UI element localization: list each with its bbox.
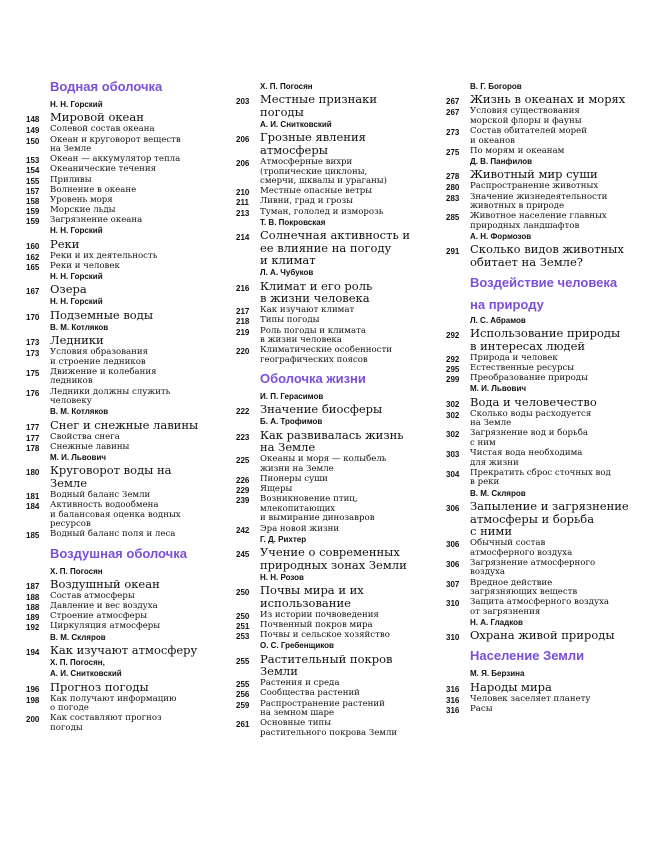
author-name: В. М. Скляров bbox=[470, 488, 526, 498]
entry-title: в интересах людей bbox=[470, 338, 586, 353]
entry-title: Животное население главных bbox=[470, 211, 607, 222]
entry-title: Круговорот воды на bbox=[50, 463, 172, 478]
page-number: 214 bbox=[236, 233, 250, 243]
author-name: В. М. Котляков bbox=[50, 322, 109, 332]
entry-title: Сообщества растений bbox=[260, 688, 360, 699]
page-number: 178 bbox=[26, 443, 40, 453]
author-name: М. Я. Берзина bbox=[470, 669, 525, 679]
section-heading: на природу bbox=[470, 296, 544, 312]
page-number: 250 bbox=[236, 611, 250, 621]
entry-title: Состав атмосферы bbox=[50, 590, 135, 601]
entry-title: Как развивалась жизнь bbox=[260, 427, 404, 442]
page-number: 239 bbox=[236, 496, 250, 506]
page-number: 250 bbox=[236, 588, 250, 598]
page-number: 299 bbox=[446, 375, 460, 385]
entry-title: Вредное действие bbox=[470, 577, 553, 588]
entry-title: Сколько воды расходуется bbox=[470, 408, 592, 419]
page-number: 273 bbox=[446, 128, 460, 138]
page-number: 218 bbox=[236, 317, 250, 327]
entry-title: и океанов bbox=[470, 135, 515, 146]
page-number: 210 bbox=[236, 188, 250, 198]
entry-title: атмосферы bbox=[260, 142, 328, 157]
page-number: 256 bbox=[236, 690, 250, 700]
page-number: 278 bbox=[446, 172, 460, 182]
entry-title: о погоде bbox=[50, 703, 89, 714]
page-number: 302 bbox=[446, 399, 460, 409]
entry-title: Ящеры bbox=[260, 484, 293, 495]
entry-title: природных ландшафтов bbox=[470, 220, 580, 231]
author-name: И. П. Герасимов bbox=[260, 392, 324, 401]
entry-title: на земном шаре bbox=[260, 708, 335, 719]
entry-title: Как изучают атмосферу bbox=[50, 642, 198, 657]
entry-title: Запыление и загрязнение bbox=[470, 498, 629, 513]
page-number: 155 bbox=[26, 176, 40, 186]
page-number: 184 bbox=[26, 502, 40, 512]
page-number: 194 bbox=[26, 647, 40, 657]
section-heading: Водная оболочка bbox=[50, 79, 163, 94]
page-number: 223 bbox=[236, 432, 250, 442]
page-number: 304 bbox=[446, 469, 460, 479]
page-number: 220 bbox=[236, 347, 250, 357]
entry-title: Растения и среда bbox=[260, 678, 340, 689]
page-number: 148 bbox=[26, 115, 40, 125]
page-number: 285 bbox=[446, 213, 460, 223]
entry-title: Природа и человек bbox=[470, 352, 558, 363]
entry-title: Океан и круговорот веществ bbox=[50, 134, 181, 145]
entry-title: Как изучают климат bbox=[260, 305, 355, 316]
entry-title: Из истории почвоведения bbox=[260, 609, 379, 620]
page-number: 292 bbox=[446, 331, 460, 341]
entry-title: для жизни bbox=[470, 457, 519, 468]
entry-title: Загрязнение океана bbox=[50, 215, 143, 226]
entry-title: Условия существования bbox=[470, 106, 580, 117]
entry-title: Распространение растений bbox=[260, 698, 385, 709]
entry-title: (тропические циклоны, bbox=[260, 166, 368, 177]
page-number: 242 bbox=[236, 525, 250, 535]
entry-title: Возникновение птиц, bbox=[260, 494, 358, 505]
entry-title: Роль погоды и климата bbox=[260, 325, 366, 336]
author-name: М. И. Львович bbox=[50, 453, 107, 462]
entry-title: Строение атмосферы bbox=[50, 611, 148, 622]
author-name: Х. П. Погосян bbox=[260, 82, 313, 91]
author-name: Л. С. Абрамов bbox=[470, 315, 526, 325]
entry-title: Обычный состав bbox=[470, 538, 546, 549]
author-name: Л. А. Чубуков bbox=[260, 268, 314, 278]
entry-title: Океаны и моря — колыбель bbox=[260, 454, 387, 465]
entry-title: Растительный покров bbox=[260, 651, 393, 666]
page-number: 253 bbox=[236, 632, 250, 642]
page-number: 310 bbox=[446, 633, 460, 643]
page-number: 302 bbox=[446, 430, 460, 440]
page-number: 154 bbox=[26, 166, 40, 176]
entry-title: загрязняющих веществ bbox=[470, 587, 578, 598]
page-number: 280 bbox=[446, 183, 460, 193]
entry-title: Почвы мира и их bbox=[260, 583, 364, 598]
entry-title: Волнение в океане bbox=[50, 184, 137, 195]
entry-title: По морям и океанам bbox=[470, 145, 565, 156]
author-name: А. И. Снитковский bbox=[260, 120, 332, 129]
author-name: А. И. Снитковский bbox=[50, 669, 122, 679]
page-number: 303 bbox=[446, 450, 460, 460]
entry-title: Свойства снега bbox=[50, 431, 120, 442]
entry-title: Защита атмосферного воздуха bbox=[470, 597, 609, 608]
entry-title: погоды bbox=[50, 722, 83, 733]
entry-title: Активность водообмена bbox=[50, 500, 159, 511]
entry-title: животных в природе bbox=[470, 201, 565, 212]
page-number: 159 bbox=[26, 207, 40, 216]
entry-title: Основные типы bbox=[260, 718, 332, 729]
author-name: Н. Н. Горский bbox=[50, 272, 103, 281]
entry-title: Солевой состав океана bbox=[50, 124, 155, 135]
author-name: Б. А. Трофимов bbox=[260, 417, 323, 427]
page-number: 177 bbox=[26, 422, 40, 432]
entry-title: Загрязнение атмосферного bbox=[470, 557, 596, 568]
entry-title: в жизни человека bbox=[260, 335, 342, 346]
page-number: 149 bbox=[26, 126, 40, 136]
author-name: В. М. Скляров bbox=[50, 632, 106, 642]
entry-title: Народы мира bbox=[470, 679, 552, 694]
page-number: 251 bbox=[236, 621, 250, 631]
entry-title: Преобразование природы bbox=[470, 373, 588, 384]
page-number: 261 bbox=[236, 720, 250, 730]
entry-title: Чистая вода необходима bbox=[470, 448, 583, 459]
entry-title: Климат и его роль bbox=[260, 278, 373, 293]
page-number: 291 bbox=[446, 247, 460, 257]
entry-title: Животный мир суши bbox=[470, 167, 598, 182]
entry-title: Мировой океан bbox=[50, 110, 144, 125]
entry-title: Естественные ресурсы bbox=[470, 363, 575, 374]
entry-title: Снежные лавины bbox=[50, 441, 130, 452]
page-number: 187 bbox=[26, 581, 40, 591]
author-name: Х. П. Погосян, bbox=[50, 657, 105, 667]
page-number: 170 bbox=[26, 312, 40, 322]
author-name: Т. В. Покровская bbox=[260, 217, 326, 227]
page-number: 275 bbox=[446, 147, 460, 157]
author-name: Н. А. Гладков bbox=[470, 617, 523, 627]
page-number: 198 bbox=[26, 695, 40, 705]
entry-title: Как получают информацию bbox=[50, 693, 177, 704]
entry-title: Прекратить сброс сточных вод bbox=[470, 467, 611, 478]
entry-title: Значение жизнедеятельности bbox=[470, 191, 608, 202]
author-name: Н. Н. Горский bbox=[50, 226, 103, 236]
page-number: 219 bbox=[236, 327, 250, 337]
entry-title: Состав обитателей морей bbox=[470, 126, 587, 137]
page-number: 255 bbox=[236, 680, 250, 690]
entry-title: ее влияние на погоду bbox=[260, 240, 392, 255]
page-number: 211 bbox=[236, 198, 249, 208]
entry-title: Морские льды bbox=[50, 205, 116, 215]
entry-title: Жизнь в океанах и морях bbox=[470, 92, 626, 107]
entry-title: Типы погоды bbox=[260, 315, 320, 326]
entry-title: Загрязнение вод и борьба bbox=[470, 428, 588, 439]
page-number: 206 bbox=[236, 135, 250, 145]
page-number: 188 bbox=[26, 603, 40, 613]
entry-title: Учение о современных bbox=[260, 545, 400, 560]
page-number: 267 bbox=[446, 97, 460, 107]
page-number: 165 bbox=[26, 262, 40, 272]
entry-title: Местные признаки bbox=[260, 92, 377, 107]
entry-title: Человек заселяет планету bbox=[470, 693, 591, 704]
entry-title: на Земле bbox=[260, 440, 316, 455]
page-number: 295 bbox=[446, 365, 460, 375]
entry-title: в реки bbox=[470, 477, 500, 488]
author-name: Н. Н. Горский bbox=[50, 297, 103, 307]
author-name: О. С. Гребенщиков bbox=[260, 641, 334, 651]
entry-title: географических поясов bbox=[260, 354, 368, 365]
page-number: 255 bbox=[236, 656, 250, 666]
entry-title: морской флоры и фауны bbox=[470, 115, 582, 126]
page-number: 316 bbox=[446, 684, 460, 694]
entry-title: Почвы и сельское хозяйство bbox=[260, 630, 390, 641]
entry-title: с ними bbox=[470, 524, 513, 539]
page-number: 160 bbox=[26, 241, 40, 251]
page-number: 292 bbox=[446, 354, 460, 364]
page-number: 229 bbox=[236, 486, 250, 496]
page-number: 176 bbox=[26, 388, 40, 398]
page-number: 310 bbox=[446, 599, 460, 609]
page-number: 181 bbox=[26, 492, 40, 501]
page-number: 226 bbox=[236, 476, 250, 486]
page-number: 196 bbox=[26, 684, 40, 694]
entry-title: Приливы bbox=[50, 174, 92, 185]
entry-title: Условия образования bbox=[50, 347, 149, 358]
page-number: 306 bbox=[446, 503, 460, 513]
page-number: 222 bbox=[236, 407, 250, 417]
page-number: 159 bbox=[26, 217, 40, 227]
entry-title: Вода и человечество bbox=[470, 394, 597, 409]
entry-title: Солнечная активность и bbox=[260, 228, 411, 243]
page-number: 173 bbox=[26, 349, 40, 359]
page-number: 153 bbox=[26, 156, 40, 166]
page-number: 158 bbox=[26, 196, 40, 206]
entry-title: природных зонах Земли bbox=[260, 557, 407, 572]
entry-title: Ливни, град и грозы bbox=[260, 196, 353, 207]
page-number: 157 bbox=[26, 186, 40, 196]
entry-title: Туман, гололед и изморозь bbox=[260, 206, 384, 217]
entry-title: и балансовая оценка водных bbox=[50, 509, 181, 520]
page-number: 225 bbox=[236, 456, 250, 466]
entry-title: Озера bbox=[50, 282, 87, 297]
page-number: 306 bbox=[446, 540, 460, 550]
entry-title: Реки и их деятельность bbox=[50, 250, 158, 261]
page-number: 185 bbox=[26, 531, 40, 541]
page-number: 217 bbox=[236, 307, 250, 317]
entry-title: Земли bbox=[260, 664, 298, 679]
entry-title: Прогноз погоды bbox=[50, 679, 149, 694]
author-name: В. М. Котляков bbox=[50, 407, 109, 417]
entry-title: Водный баланс поля и леса bbox=[50, 529, 176, 540]
page-number: 216 bbox=[236, 283, 250, 293]
entry-title: на Земле bbox=[470, 418, 512, 429]
author-name: Н. Н. Розов bbox=[260, 572, 304, 582]
section-heading: Воздушная оболочка bbox=[50, 545, 187, 561]
entry-title: Циркуляция атмосферы bbox=[50, 621, 161, 632]
entry-title: Водный баланс Земли bbox=[50, 490, 151, 500]
entry-title: Почвенный покров мира bbox=[260, 619, 373, 630]
page-number: 316 bbox=[446, 695, 460, 705]
entry-title: атмосферы и борьба bbox=[470, 511, 595, 526]
entry-title: Океан — аккумулятор тепла bbox=[50, 154, 181, 165]
author-name: М. И. Львович bbox=[470, 384, 527, 394]
entry-title: Атмосферные вихри bbox=[260, 157, 353, 167]
page-number: 316 bbox=[446, 705, 460, 715]
entry-title: Ледники должны служить bbox=[50, 386, 171, 397]
page-number: 206 bbox=[236, 159, 250, 168]
page-number: 150 bbox=[26, 136, 40, 146]
entry-title: Значение биосферы bbox=[260, 402, 383, 417]
entry-title: смерчи, шквалы и ураганы) bbox=[260, 176, 387, 187]
entry-title: Движение и колебания bbox=[50, 366, 157, 377]
entry-title: Как составляют прогноз bbox=[50, 713, 162, 724]
page-number: 162 bbox=[26, 252, 40, 262]
entry-title: Подземные воды bbox=[50, 307, 153, 322]
entry-title: ледников bbox=[50, 376, 93, 387]
entry-title: Ледники bbox=[50, 333, 104, 348]
entry-title: Охрана живой природы bbox=[470, 628, 615, 643]
entry-title: Использование природы bbox=[470, 326, 621, 341]
entry-title: погоды bbox=[260, 104, 304, 119]
author-name: А. Н. Формозов bbox=[470, 231, 532, 241]
author-name: Х. П. Погосян bbox=[50, 566, 103, 576]
page-number: 200 bbox=[26, 715, 40, 725]
page-number: 180 bbox=[26, 468, 40, 478]
page-number: 267 bbox=[446, 108, 460, 118]
author-name: Н. Н. Горский bbox=[50, 100, 103, 109]
page-number: 283 bbox=[446, 193, 460, 203]
entry-title: с ним bbox=[470, 437, 496, 448]
entry-title: использование bbox=[260, 595, 351, 610]
entry-title: млекопитающих bbox=[260, 503, 336, 514]
entry-title: от загрязнения bbox=[470, 606, 541, 617]
entry-title: Пионеры суши bbox=[260, 474, 328, 485]
entry-title: Местные опасные ветры bbox=[260, 186, 373, 197]
author-name: Д. В. Панфилов bbox=[470, 156, 533, 166]
entry-title: и вымирание динозавров bbox=[260, 513, 375, 524]
entry-title: растительного покрова Земли bbox=[260, 727, 398, 738]
entry-title: жизни на Земле bbox=[260, 463, 334, 474]
author-name: В. Г. Богоров bbox=[470, 82, 522, 91]
page-number: 175 bbox=[26, 368, 40, 378]
entry-title: и строение ледников bbox=[50, 356, 146, 367]
page-number: 177 bbox=[26, 433, 40, 443]
entry-title: Уровень моря bbox=[50, 194, 113, 205]
entry-title: Распространение животных bbox=[470, 181, 599, 192]
page-number: 167 bbox=[26, 287, 40, 297]
entry-title: Реки bbox=[50, 236, 80, 251]
entry-title: воздуха bbox=[470, 567, 506, 578]
page-number: 245 bbox=[236, 550, 250, 560]
entry-title: Сколько видов животных bbox=[470, 242, 624, 257]
entry-title: и климат bbox=[260, 253, 316, 268]
section-heading: Воздействие человека bbox=[470, 274, 618, 290]
page-number: 173 bbox=[26, 338, 40, 348]
entry-title: человеку bbox=[50, 396, 92, 407]
page-number: 306 bbox=[446, 559, 460, 569]
page-number: 203 bbox=[236, 97, 250, 107]
entry-title: Эра новой жизни bbox=[260, 523, 340, 534]
entry-title: Расы bbox=[470, 703, 493, 714]
page-number: 213 bbox=[236, 208, 250, 218]
entry-title: обитает на Земле? bbox=[470, 254, 583, 269]
entry-title: в жизни человека bbox=[260, 291, 370, 306]
entry-title: Грозные явления bbox=[260, 130, 366, 145]
entry-title: атмосферного воздуха bbox=[470, 547, 573, 558]
entry-title: ресурсов bbox=[50, 519, 91, 530]
entry-title: Реки и человек bbox=[50, 260, 120, 271]
page-number: 307 bbox=[446, 579, 460, 589]
page-number: 302 bbox=[446, 410, 460, 420]
page-number: 188 bbox=[26, 592, 40, 602]
entry-title: Давление и вес воздуха bbox=[50, 601, 158, 612]
page-number: 189 bbox=[26, 613, 40, 623]
entry-title: Земле bbox=[50, 475, 88, 490]
entry-title: на Земле bbox=[50, 144, 92, 155]
page-number: 259 bbox=[236, 700, 250, 710]
entry-title: Океанические течения bbox=[50, 164, 157, 175]
section-heading: Население Земли bbox=[470, 648, 585, 664]
entry-title: Воздушный океан bbox=[50, 576, 160, 591]
section-heading: Оболочка жизни bbox=[260, 371, 366, 386]
page-number: 192 bbox=[26, 623, 40, 633]
entry-title: Снег и снежные лавины bbox=[50, 417, 199, 432]
author-name: Г. Д. Рихтер bbox=[260, 534, 307, 544]
entry-title: Климатические особенности bbox=[260, 345, 392, 356]
